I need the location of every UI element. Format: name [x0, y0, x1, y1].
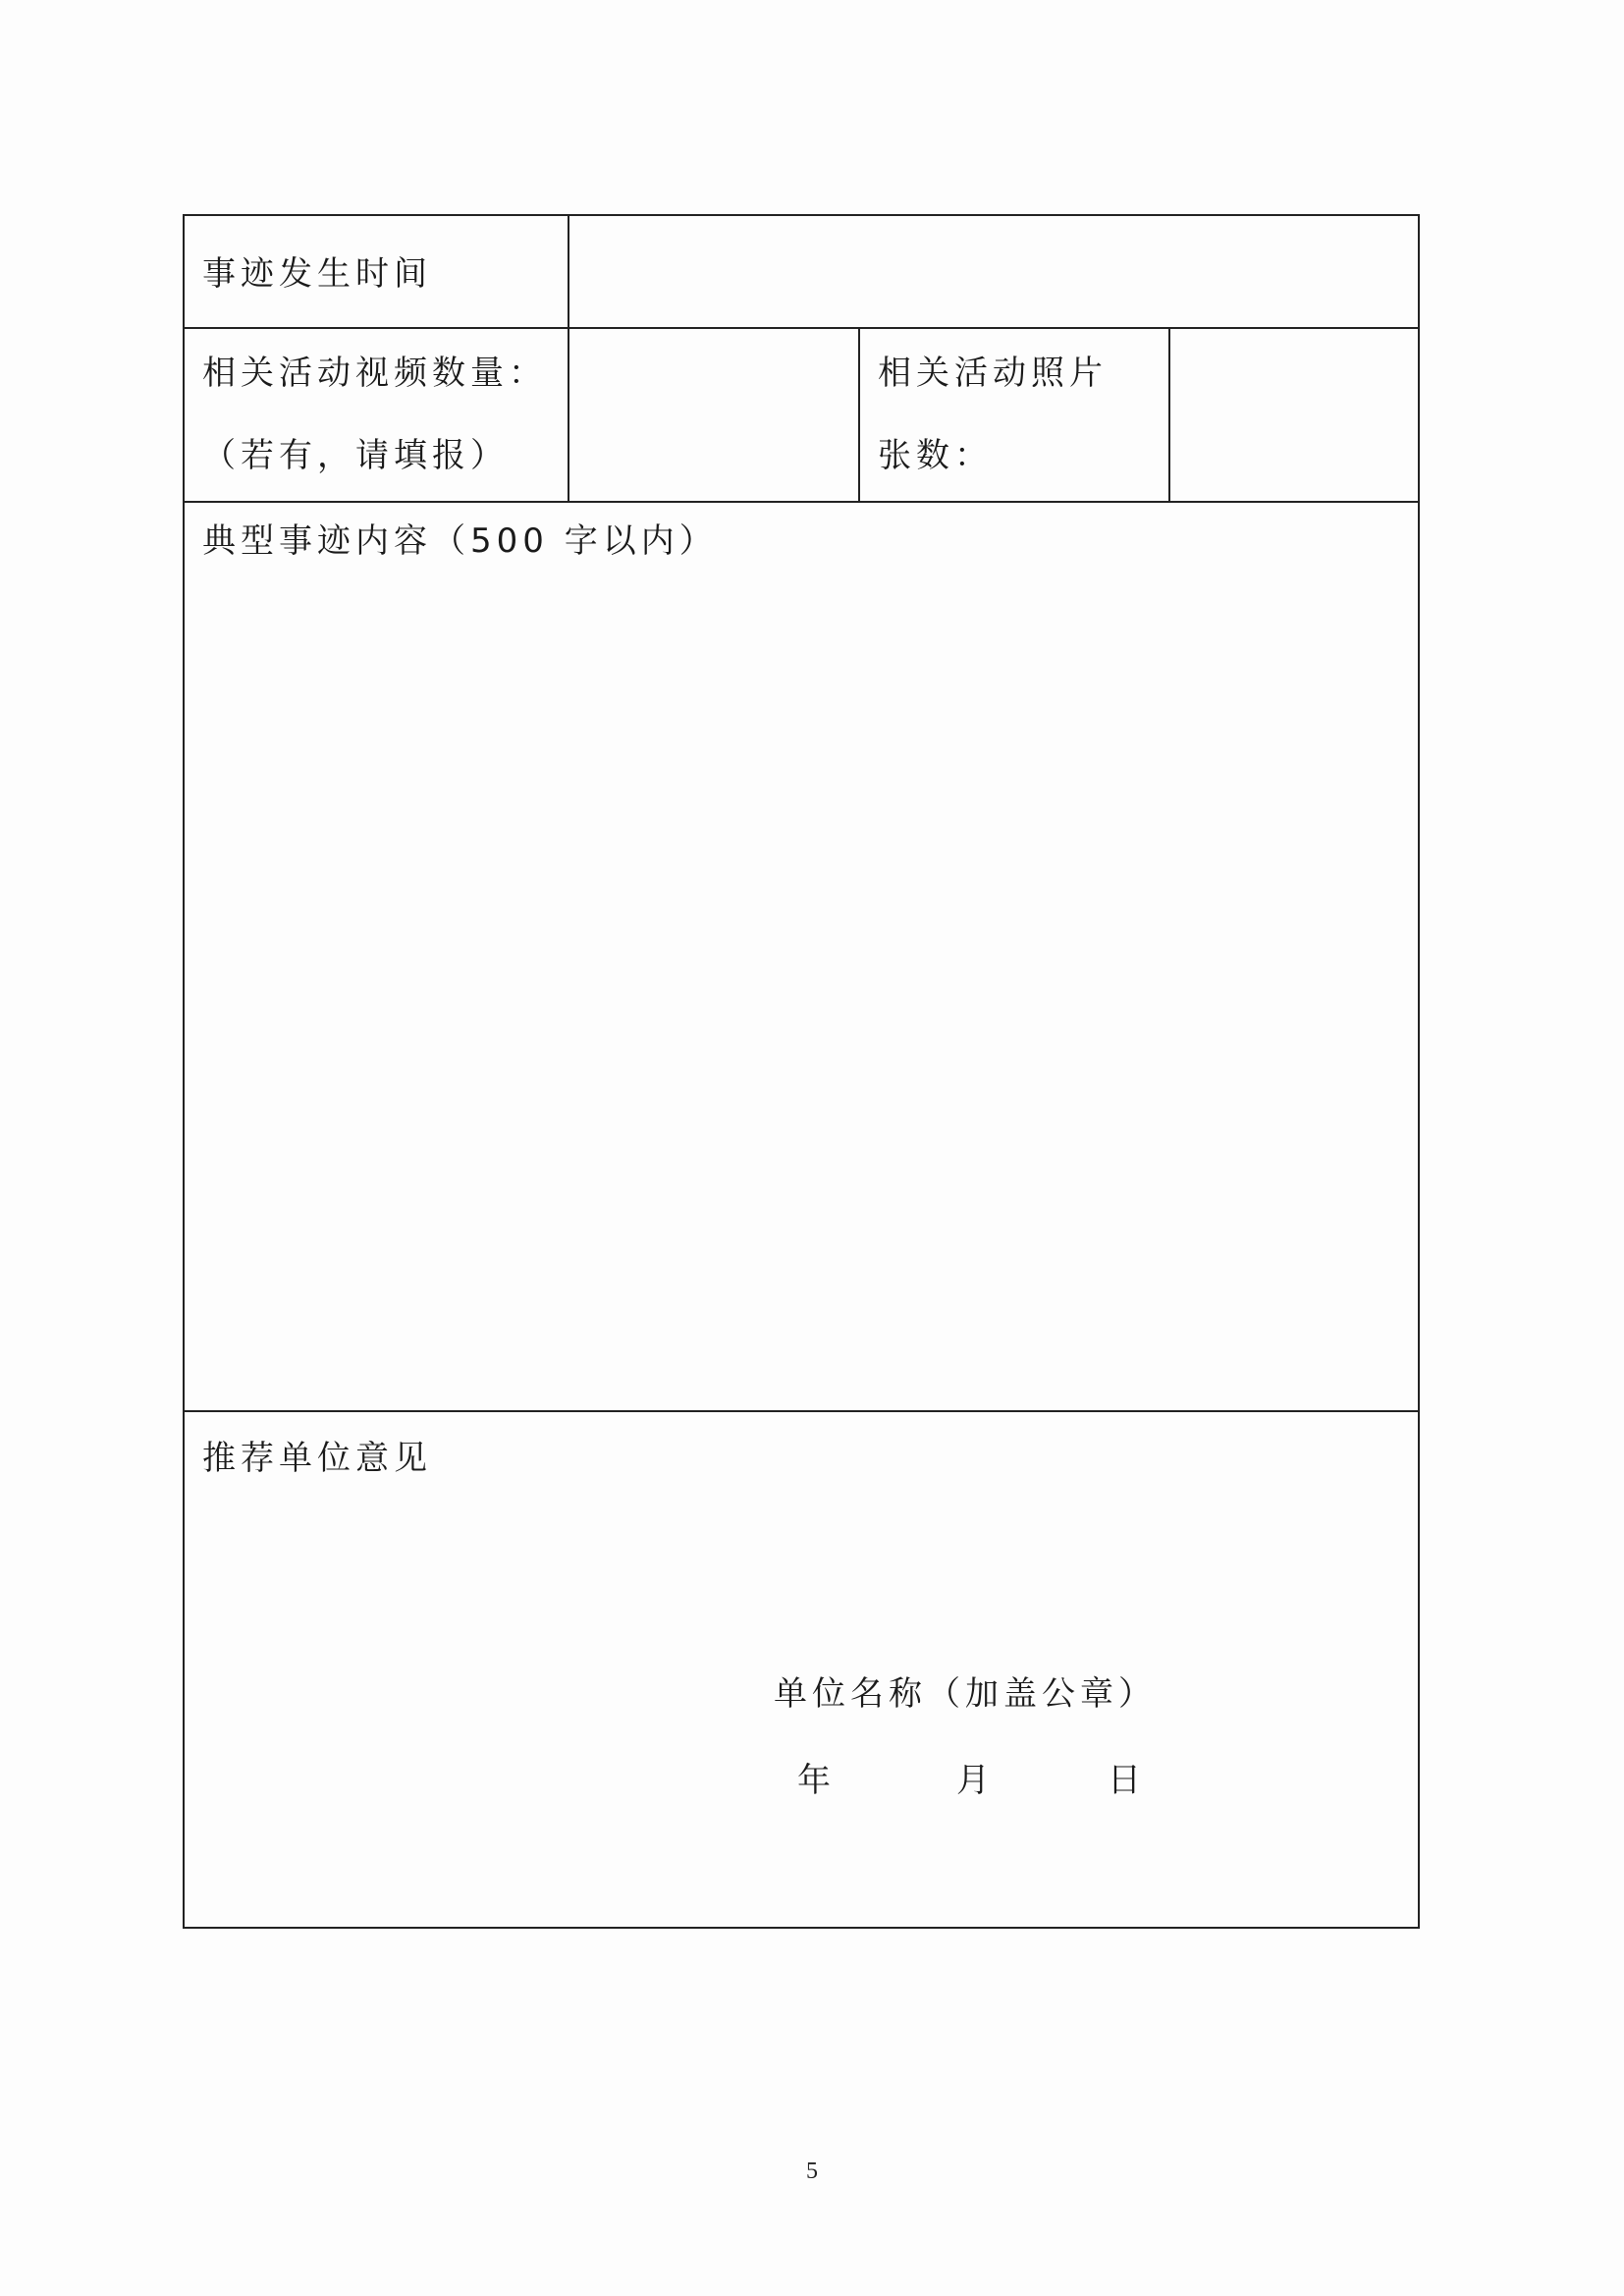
unit-name-label: 单位名称（加盖公章） — [774, 1674, 1157, 1714]
event-time-field[interactable] — [569, 216, 1420, 327]
event-time-row — [185, 216, 1418, 329]
content-row — [185, 503, 1418, 1412]
photo-count-label: 相关活动照片 — [878, 354, 1108, 393]
video-count-label-cell — [185, 329, 569, 501]
content-label: 典型事迹内容（500 字以内） — [202, 521, 718, 561]
date-month-label: 月 — [956, 1761, 995, 1800]
photo-count-label-suffix: 张数： — [878, 436, 993, 475]
video-count-field[interactable] — [569, 329, 860, 501]
video-count-label: 相关活动视频数量： — [202, 354, 547, 393]
opinion-label: 推荐单位意见 — [202, 1439, 432, 1478]
content-field[interactable] — [185, 572, 1418, 1406]
opinion-row — [185, 1412, 1418, 1927]
page-number: 5 — [806, 2159, 818, 2184]
media-count-row — [185, 329, 1418, 503]
date-year-label: 年 — [797, 1761, 836, 1800]
photo-count-label-cell — [860, 329, 1170, 501]
video-count-note: （若有，请填报） — [202, 436, 509, 475]
event-time-label: 事迹发生时间 — [202, 254, 432, 294]
opinion-field[interactable] — [185, 1491, 1418, 1648]
photo-count-field[interactable] — [1170, 329, 1420, 501]
date-day-label: 日 — [1108, 1761, 1146, 1800]
event-time-label-cell — [185, 216, 569, 327]
recommendation-form-table — [183, 214, 1420, 1929]
